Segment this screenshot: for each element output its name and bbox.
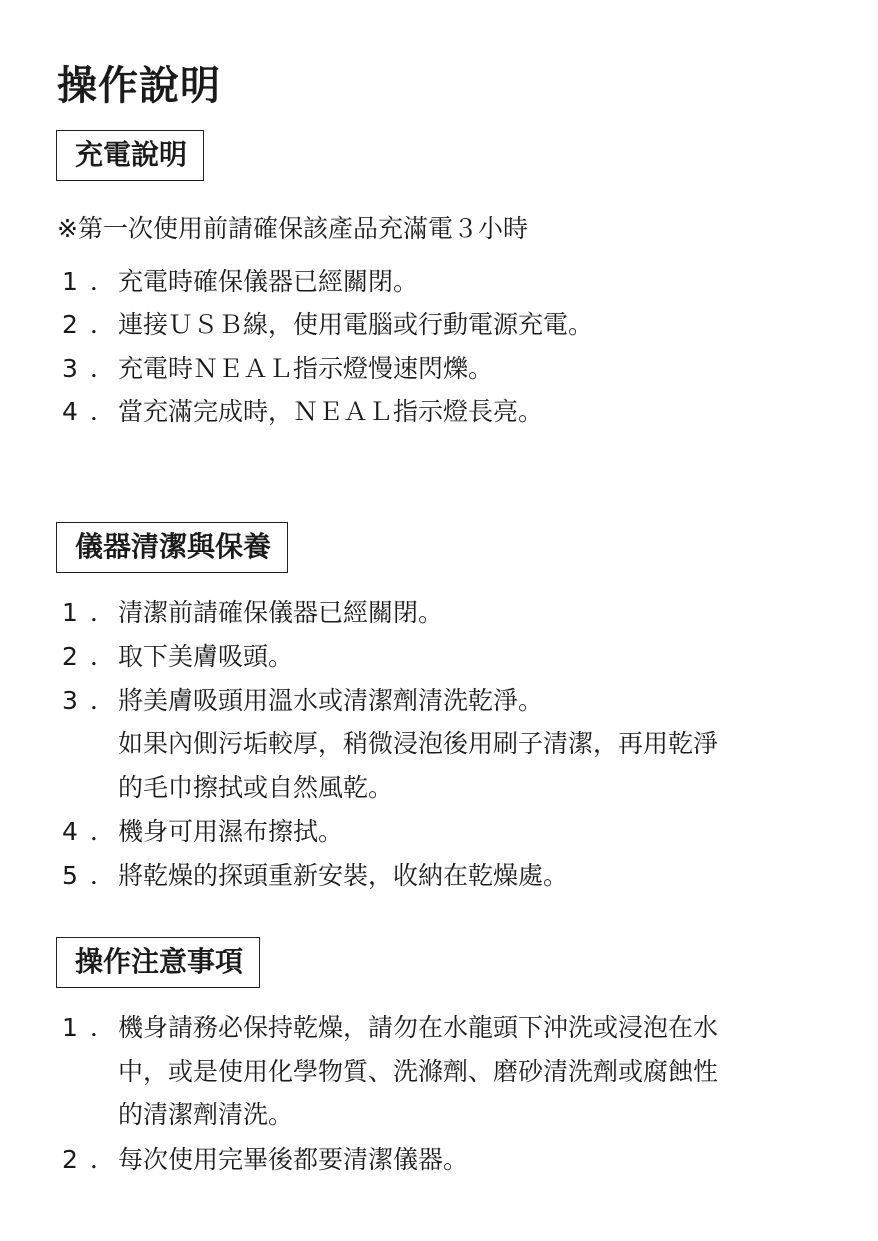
charging-item-1 — [62, 260, 418, 304]
item-text: 機身可用濕布擦拭。 — [118, 817, 344, 846]
item-separator: ． — [90, 686, 116, 715]
cleaning-item-3 — [62, 679, 543, 723]
charging-heading: 充電說明 — [56, 130, 204, 181]
item-separator: ． — [90, 1145, 116, 1174]
item-number: 4 — [62, 397, 78, 426]
item-text: 每次使用完畢後都要清潔儀器。 — [118, 1145, 469, 1174]
cleaning-item-1 — [62, 591, 443, 635]
item-number: 2 — [62, 642, 78, 671]
cautions-item-1-continuation-2: 的清潔劑清洗。 — [118, 1100, 294, 1129]
item-text: 將美膚吸頭用溫水或清潔劑清洗乾淨。 — [118, 686, 544, 715]
item-separator: ． — [90, 397, 116, 426]
item-number: 1 — [62, 1013, 78, 1042]
cautions-heading: 操作注意事項 — [56, 937, 260, 988]
item-text: 將乾燥的探頭重新安裝，收納在乾燥處。 — [118, 861, 569, 890]
item-separator: ． — [90, 1013, 116, 1042]
item-number: 5 — [62, 861, 78, 890]
cleaning-item-3-continuation-1: 如果內側污垢較厚，稍微浸泡後用刷子清潔，再用乾淨 — [118, 729, 719, 758]
cleaning-heading: 儀器清潔與保養 — [56, 522, 288, 573]
item-number: 1 — [62, 598, 78, 627]
item-text: 清潔前請確保儀器已經關閉。 — [118, 598, 444, 627]
item-separator: ． — [90, 267, 116, 296]
item-separator: ． — [90, 354, 116, 383]
charging-item-3 — [62, 347, 493, 391]
item-text: 連接ＵＳＢ線，使用電腦或行動電源充電。 — [118, 310, 594, 339]
item-number: 2 — [62, 310, 78, 339]
charging-note: ※第一次使用前請確保該產品充滿電３小時 — [57, 214, 528, 243]
cleaning-item-5 — [62, 854, 568, 898]
item-number: 1 — [62, 267, 78, 296]
cautions-item-2 — [62, 1138, 468, 1182]
item-separator: ． — [90, 817, 116, 846]
charging-item-2 — [62, 303, 593, 347]
cautions-item-1 — [62, 1006, 718, 1050]
item-separator: ． — [90, 642, 116, 671]
item-number: 3 — [62, 354, 78, 383]
item-separator: ． — [90, 598, 116, 627]
item-text: 充電時ＮＥＡＬ指示燈慢速閃爍。 — [118, 354, 494, 383]
item-separator: ． — [90, 310, 116, 339]
cleaning-item-2 — [62, 635, 293, 679]
item-separator: ． — [90, 861, 116, 890]
item-number: 2 — [62, 1145, 78, 1174]
item-text: 當充滿完成時，ＮＥＡＬ指示燈長亮。 — [118, 397, 544, 426]
charging-item-4 — [62, 390, 543, 434]
cleaning-item-4 — [62, 810, 343, 854]
item-number: 4 — [62, 817, 78, 846]
cautions-item-1-continuation-1: 中，或是使用化學物質、洗滌劑、磨砂清洗劑或腐蝕性 — [118, 1057, 719, 1086]
item-text: 機身請務必保持乾燥，請勿在水龍頭下沖洗或浸泡在水 — [118, 1013, 719, 1042]
item-number: 3 — [62, 686, 78, 715]
item-text: 充電時確保儀器已經關閉。 — [118, 267, 419, 296]
cleaning-item-3-continuation-2: 的毛巾擦拭或自然風乾。 — [118, 773, 394, 802]
page-title: 操作說明 — [57, 63, 221, 109]
item-text: 取下美膚吸頭。 — [118, 642, 294, 671]
